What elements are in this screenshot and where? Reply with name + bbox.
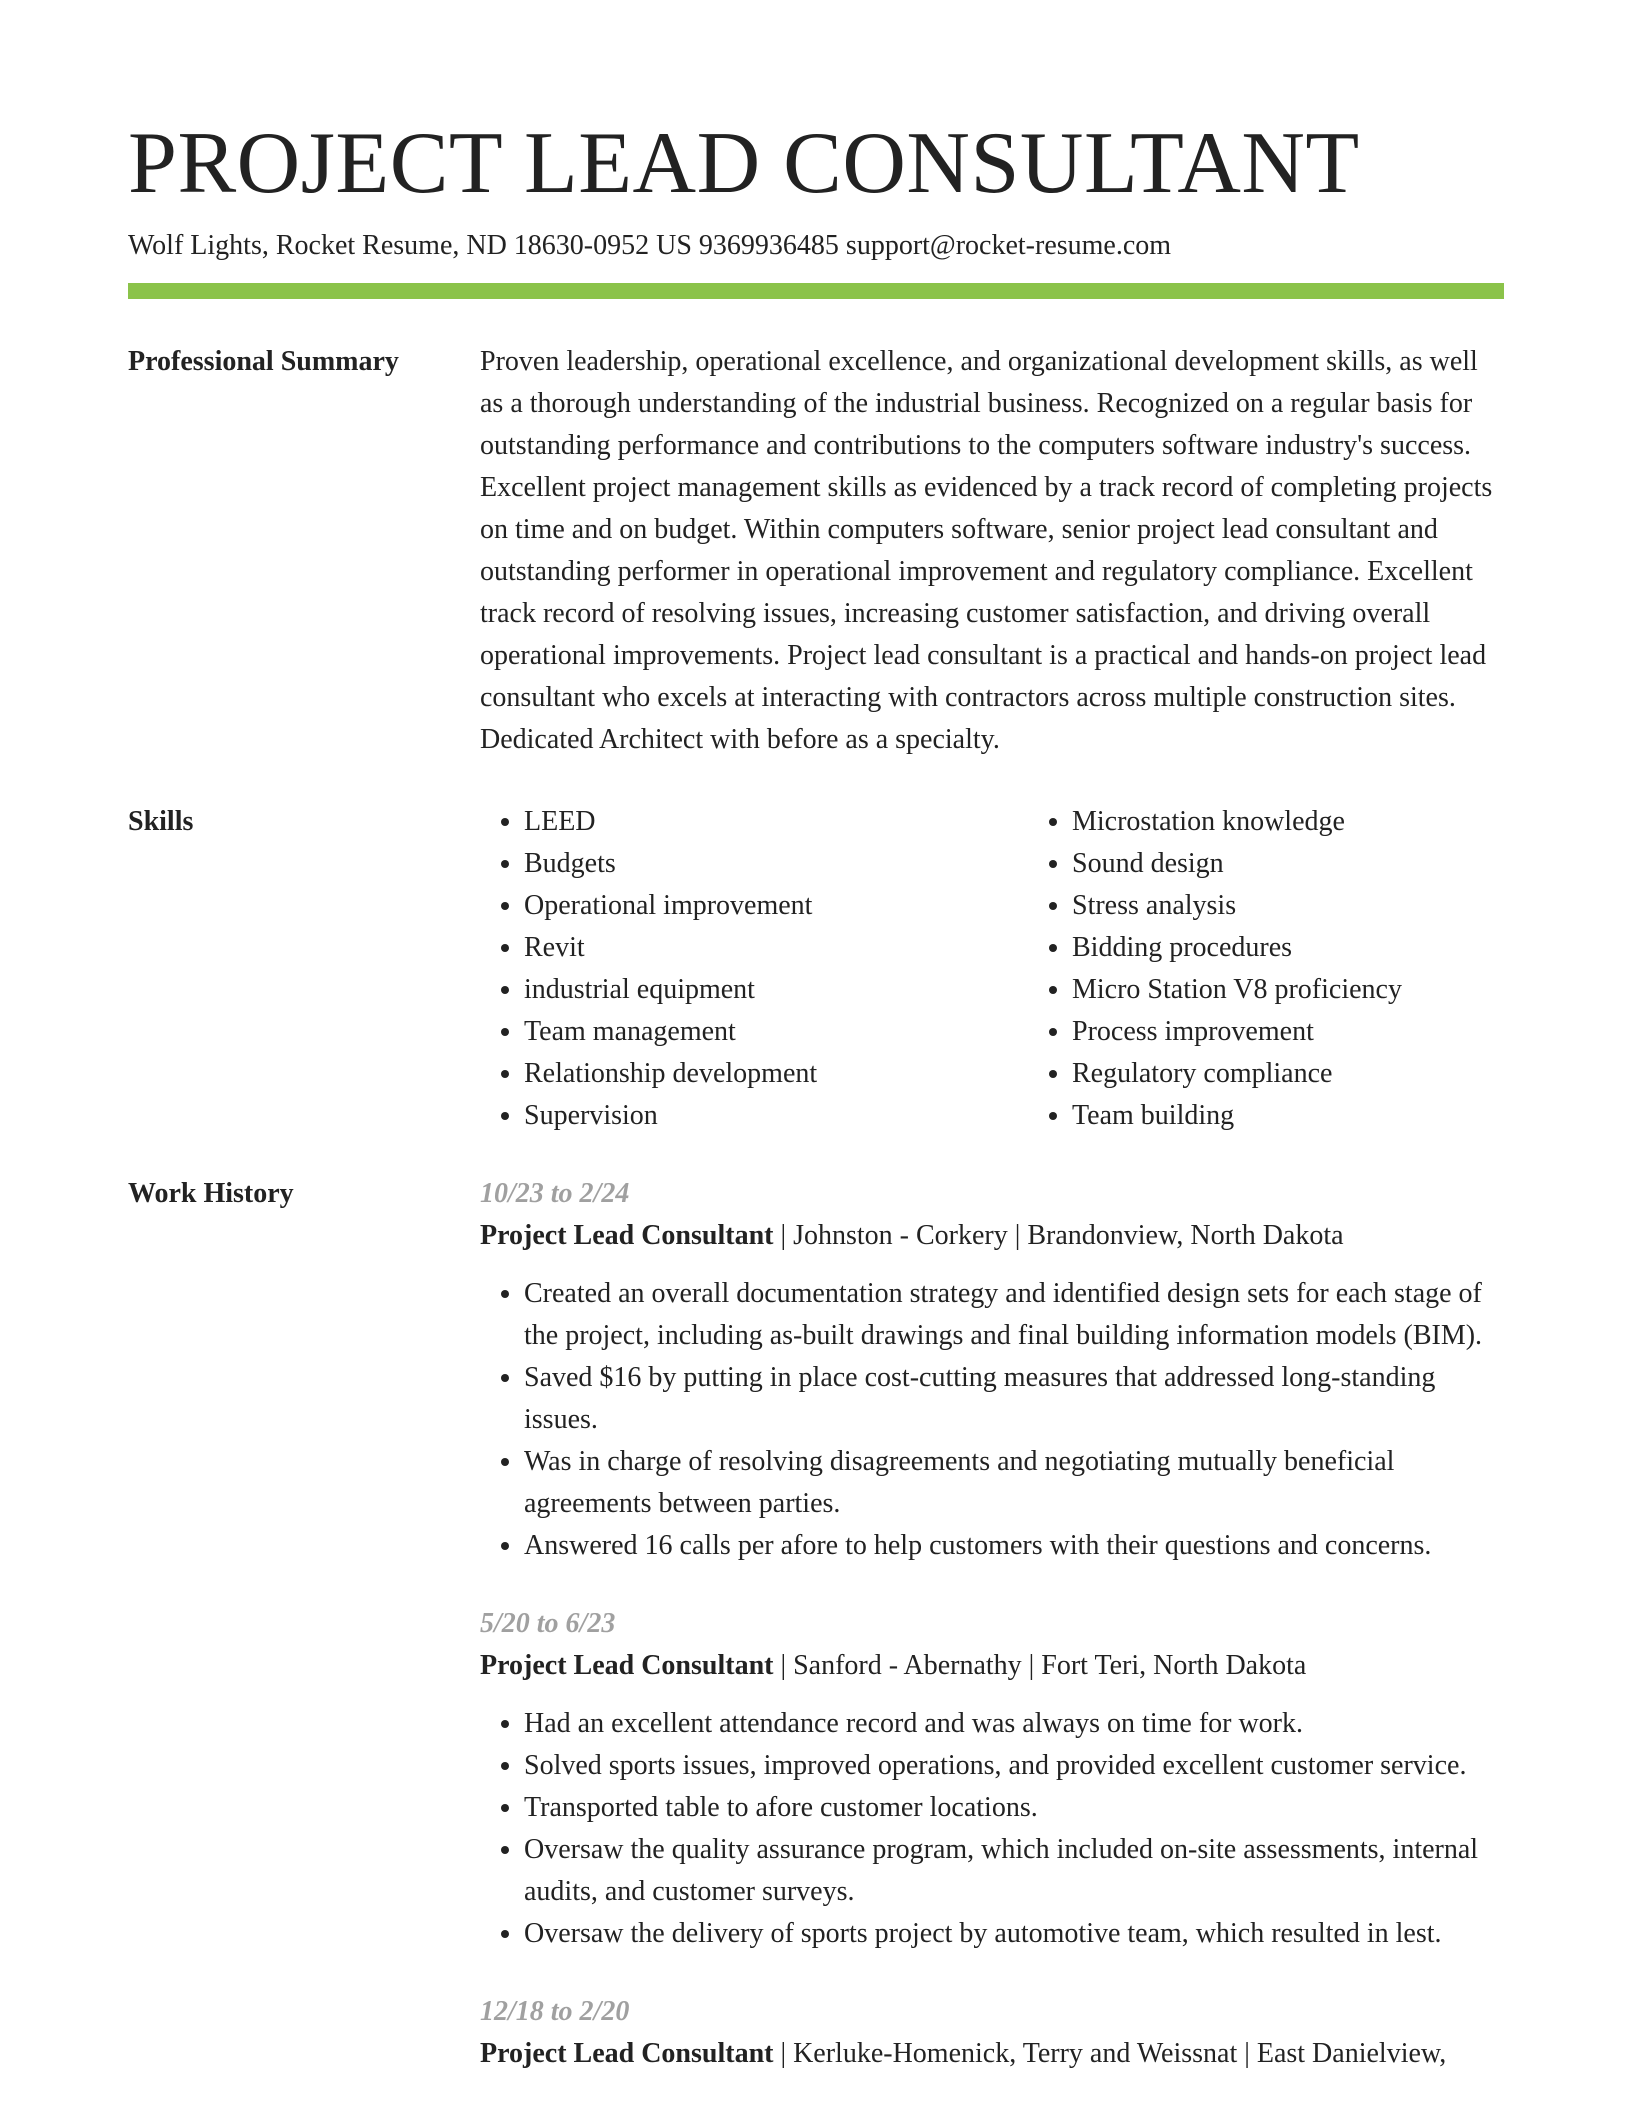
- skills-list-left: [480, 801, 1028, 1137]
- accent-divider: [128, 283, 1504, 299]
- skill-item: • Budgets: [524, 843, 1028, 885]
- contact-line: Wolf Lights, Rocket Resume, ND 18630-0952 US 9369936485 support@rocket-resume.com: [128, 230, 1172, 261]
- skills-list-right: [1028, 801, 1576, 1137]
- section-label-work: Work History: [128, 1178, 294, 1210]
- duty-item: • Saved $16 by putting in place cost-cutting measures that addressed long-standing issues.: [524, 1357, 1504, 1441]
- job-heading: [480, 1645, 1504, 1687]
- skill-item: • Bidding procedures: [1072, 927, 1576, 969]
- job-title: Project Lead Consultant: [480, 1650, 774, 1682]
- job-entry: [480, 1991, 1504, 2075]
- skill-item: • industrial equipment: [524, 969, 1028, 1011]
- resume-title: PROJECT LEAD CONSULTANT: [128, 115, 1360, 212]
- skill-item: • Stress analysis: [1072, 885, 1576, 927]
- section-label-summary: Professional Summary: [128, 346, 399, 378]
- duty-item: • Answered 16 calls per afore to help customers with their questions and concerns.: [524, 1525, 1504, 1567]
- skill-item: • Process improvement: [1072, 1011, 1576, 1053]
- job-heading: [480, 1215, 1504, 1257]
- job-dates: 10/23 to 2/24: [480, 1178, 630, 1210]
- summary-text: Proven leadership, operational excellence, and organizational development skills, as well as a thorough understanding of the industrial business. Recognized on a regular basis for outstanding performance and contributions to the computers software industry's success. Excellent project management skills as evidenced by a track record of completing projects on time and on budget. Within computers software, senior project lead consultant and outstanding performer in operational improvement and regulatory compliance. Excellent track record of resolving issues, increasing customer satisfaction, and driving overall operational improvements. Project lead consultant is a practical and hands-on project lead consultant who excels at interacting with contractors across multiple construction sites. Dedicated Architect with before as a specialty.: [480, 346, 1493, 756]
- skill-item: • Revit: [524, 927, 1028, 969]
- work-history-section: [128, 1173, 1504, 2075]
- skill-item: • Team management: [524, 1011, 1028, 1053]
- skill-item: • Microstation knowledge: [1072, 801, 1576, 843]
- skill-item: • LEED: [524, 801, 1028, 843]
- duty-item: • Transported table to afore customer locations.: [524, 1787, 1504, 1829]
- job-details: | Johnston - Corkery | Brandonview, North Dakota: [773, 1220, 1344, 1252]
- duty-item: • Oversaw the quality assurance program, which included on-site assessments, internal audits, and customer surveys.: [524, 1829, 1504, 1913]
- duty-item: • Created an overall documentation strategy and identified design sets for each stage of the project, including as-built drawings and final building information models (BIM).: [524, 1273, 1504, 1357]
- job-details: | Sanford - Abernathy | Fort Teri, North Dakota: [773, 1650, 1307, 1682]
- skill-item: • Operational improvement: [524, 885, 1028, 927]
- duty-item: • Oversaw the delivery of sports project by automotive team, which resulted in lest.: [524, 1913, 1504, 1955]
- duty-item: • Was in charge of resolving disagreements and negotiating mutually beneficial agreements between parties.: [524, 1441, 1504, 1525]
- job-duties: [480, 1703, 1504, 1955]
- job-details: | Kerluke-Homenick, Terry and Weissnat | East Danielview,: [773, 2038, 1447, 2070]
- duty-item: • Had an excellent attendance record and was always on time for work.: [524, 1703, 1504, 1745]
- job-dates: 5/20 to 6/23: [480, 1608, 616, 1640]
- section-label-skills: Skills: [128, 806, 194, 838]
- skill-item: • Regulatory compliance: [1072, 1053, 1576, 1095]
- job-duties: [480, 1273, 1504, 1567]
- summary-section: [128, 341, 1504, 761]
- skills-section: [128, 801, 1504, 1137]
- duty-item: • Solved sports issues, improved operations, and provided excellent customer service.: [524, 1745, 1504, 1787]
- job-title: Project Lead Consultant: [480, 2038, 774, 2070]
- skills-grid: [480, 801, 1576, 1137]
- skill-item: • Supervision: [524, 1095, 1028, 1137]
- job-entry: [480, 1173, 1504, 1567]
- job-heading: [480, 2033, 1504, 2075]
- skill-item: • Sound design: [1072, 843, 1576, 885]
- job-dates: 12/18 to 2/20: [480, 1996, 630, 2028]
- resume-page: [128, 115, 1504, 2075]
- skill-item: • Team building: [1072, 1095, 1576, 1137]
- skill-item: • Relationship development: [524, 1053, 1028, 1095]
- job-title: Project Lead Consultant: [480, 1220, 774, 1252]
- job-entry: [480, 1603, 1504, 1955]
- skill-item: • Micro Station V8 proficiency: [1072, 969, 1576, 1011]
